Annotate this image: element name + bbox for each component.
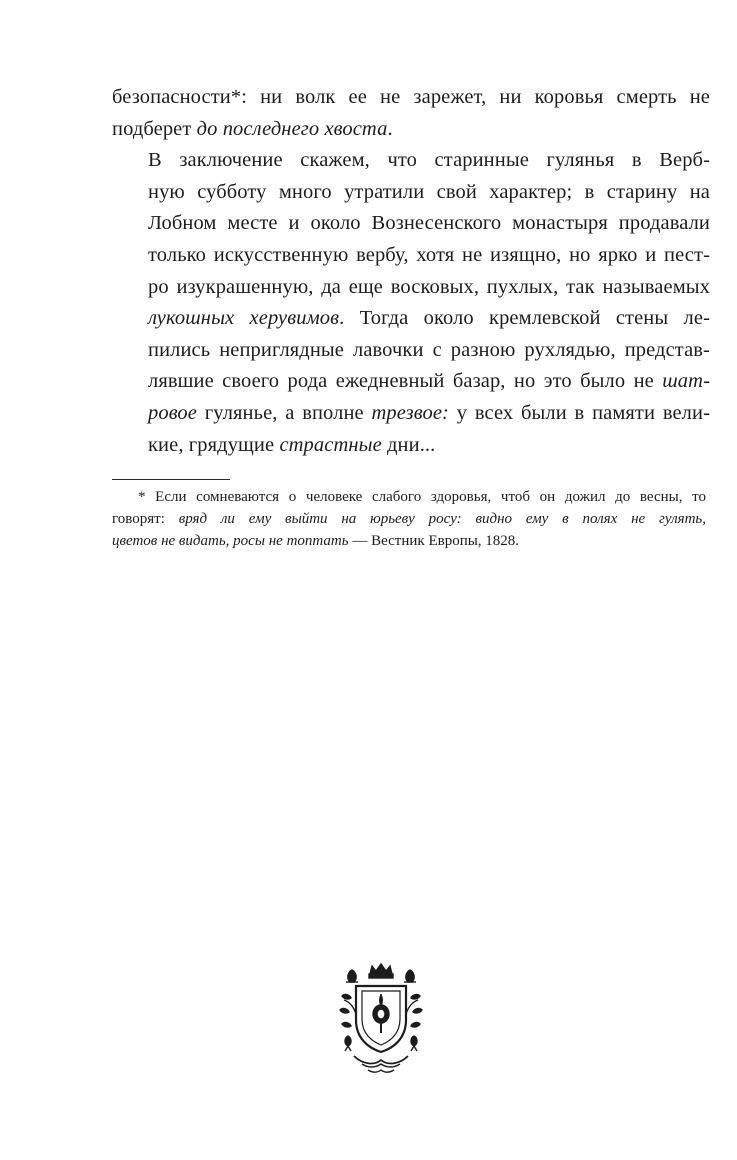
text-run: ную субботу много утратили свой характер; в старину на	[148, 180, 710, 203]
text-run: кие, грядущие	[148, 433, 280, 456]
italic-run: лукошных херувимов	[148, 307, 340, 330]
text-line	[112, 335, 710, 367]
text-run: безопасности*: ни волк ее не зарежет, ни коровья смерть не	[112, 86, 710, 108]
italic-run: ровое	[148, 401, 197, 424]
italic-run: вряд ли ему выйти на юрьеву росу: видно ему в полях не гулять,	[178, 511, 706, 527]
text-line	[112, 82, 710, 114]
text-line	[112, 508, 706, 530]
footnote	[112, 486, 706, 552]
italic-run: до последнего хвоста	[196, 117, 388, 140]
text-run: у всех были в памяти вели-	[448, 401, 711, 424]
main-text	[112, 82, 710, 461]
text-run: говорят:	[112, 511, 179, 527]
text-line	[112, 272, 710, 304]
text-run: Лобном месте и около Вознесенского монастыря продавали	[148, 212, 710, 235]
italic-run: шат-	[662, 370, 710, 393]
text-run: .	[387, 117, 393, 140]
heraldic-vignette-icon	[332, 960, 430, 1076]
text-line	[112, 398, 710, 430]
italic-run: трезвое:	[371, 401, 449, 424]
text-run: * Если сомневаются о человеке слабого здоровья, чтоб он дожил до весны, то	[138, 489, 706, 505]
text-line	[112, 366, 710, 398]
paragraph-2	[112, 145, 710, 461]
text-line	[112, 303, 710, 335]
text-run: пились неприглядные лавочки с разною рухлядью, представ-	[148, 338, 710, 361]
text-run: подберет	[112, 117, 197, 140]
text-line	[112, 240, 710, 272]
text-run: дни...	[381, 433, 436, 456]
italic-run: цветов не видать, росы не топтать	[112, 533, 349, 549]
text-run: В заключение скажем, что старинные гулянья в Верб-	[148, 149, 710, 172]
text-run: гулянье, а вполне	[196, 401, 372, 424]
text-line	[112, 177, 710, 209]
text-run: только искусственную вербу, хотя не изящно, но ярко и пест-	[148, 243, 710, 266]
text-line	[112, 530, 706, 552]
text-run: ро изукрашенную, да еще восковых, пухлых, так называемых	[148, 275, 710, 298]
paragraph-1	[112, 82, 710, 145]
text-run: — Вестник Европы, 1828.	[348, 533, 520, 549]
text-line	[112, 208, 710, 240]
text-line	[112, 114, 710, 146]
text-line	[112, 145, 710, 177]
text-run: . Тогда около кремлевской стены ле-	[339, 307, 710, 330]
text-run: лявшие своего рода ежедневный базар, но это было не	[148, 370, 663, 393]
text-line	[112, 430, 710, 462]
italic-run: страстные	[279, 433, 382, 456]
footnote-divider	[112, 479, 230, 480]
text-line	[112, 486, 706, 508]
